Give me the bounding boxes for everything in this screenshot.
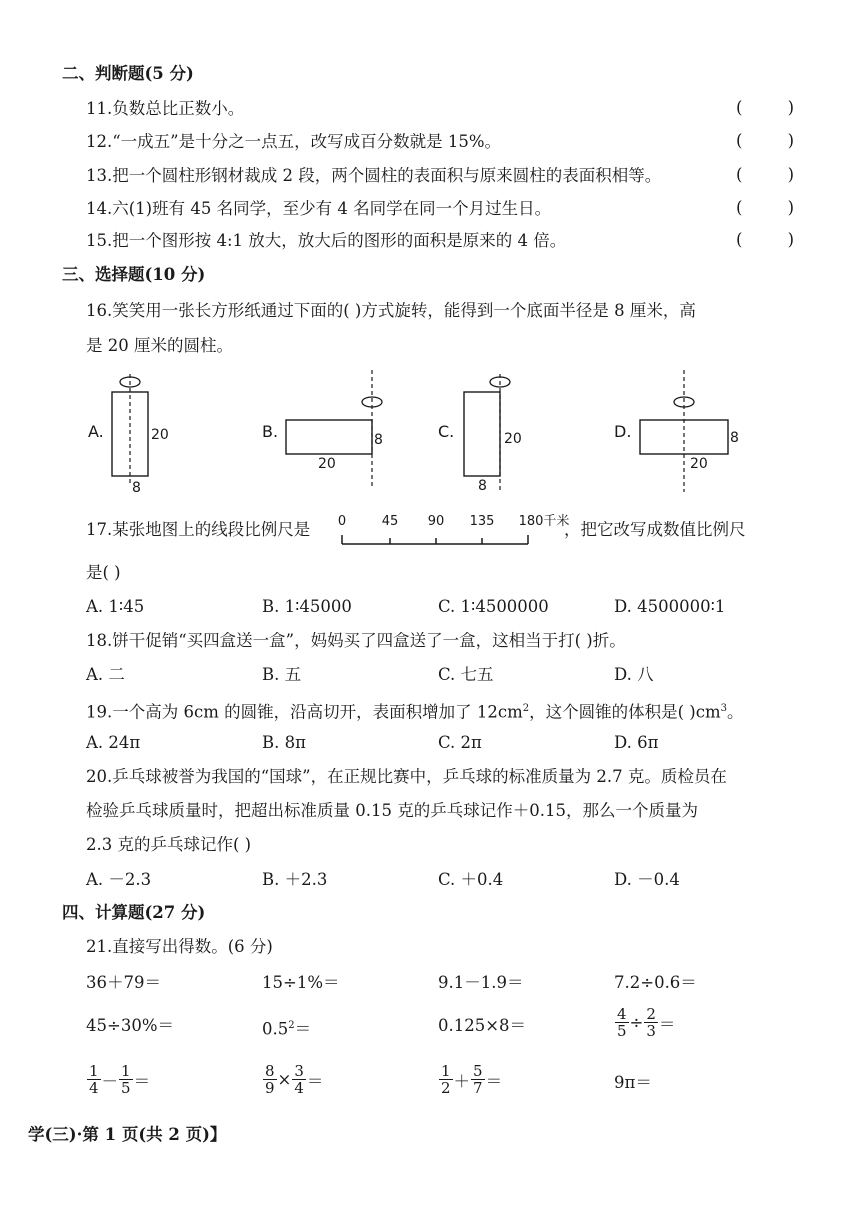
- q19-text-b: ，这个圆锥的体积是( )cm: [529, 702, 721, 722]
- fraction: [615, 1006, 629, 1039]
- section-choice-title: 三、选择题(10 分): [62, 265, 206, 284]
- paren-open: (: [736, 131, 743, 150]
- numerator: 1: [441, 1062, 451, 1080]
- calc-item-fraction: [86, 1063, 150, 1096]
- calc-eq: ＝: [294, 1019, 312, 1039]
- q19-option-b[interactable]: B. 8π: [262, 733, 306, 752]
- denominator: 4: [89, 1079, 99, 1097]
- paren-close: ): [787, 131, 794, 150]
- option-d-letter: D.: [614, 422, 632, 441]
- option-a-letter: A.: [88, 422, 104, 441]
- denominator: 5: [121, 1079, 131, 1097]
- calc-item-fraction: [438, 1063, 502, 1096]
- section-calc-title: 四、计算题(27 分): [62, 903, 206, 922]
- page-footer: 学(三)·第 1 页(共 2 页)】: [28, 1125, 227, 1144]
- operator: ＋: [453, 1071, 471, 1091]
- line-scale-bar: [332, 510, 570, 550]
- fraction: [119, 1063, 133, 1096]
- side-label: 8: [730, 430, 739, 446]
- fraction: [644, 1006, 658, 1039]
- q19-text-c: 。: [727, 702, 744, 722]
- question-20-line2: 检验乒乓球质量时，把超出标准质量 0.15 克的乒乓球记作＋0.15，那么一个质量为: [86, 801, 698, 820]
- q17-option-d[interactable]: D. 4500000∶1: [614, 597, 726, 616]
- option-d-figure[interactable]: [614, 370, 739, 492]
- answer-paren-11[interactable]: [736, 98, 794, 117]
- fraction: [87, 1063, 101, 1096]
- calc-item: 9.1－1.9＝: [438, 973, 524, 992]
- numerator: 4: [617, 1005, 627, 1023]
- option-b-letter: B.: [262, 422, 279, 441]
- option-b-figure[interactable]: [262, 370, 383, 488]
- scale-label-180: 180千米: [518, 514, 570, 529]
- operator: ×: [277, 1070, 292, 1089]
- bottom-label: 20: [318, 456, 336, 472]
- question-17-prefix: 17.某张地图上的线段比例尺是: [86, 520, 311, 539]
- calc-item-fraction: [614, 1006, 675, 1039]
- question-20-line3: 2.3 克的乒乓球记作( ): [86, 835, 252, 854]
- fraction: [439, 1063, 453, 1096]
- question-17-suffix: ，把它改写成数值比例尺: [564, 520, 746, 539]
- rectangle-shape: [464, 392, 500, 476]
- q19-sup: 2: [522, 703, 530, 714]
- question-16-line1: 16.笑笑用一张长方形纸通过下面的( )方式旋转，能得到一个底面半径是 8 厘米，高: [86, 301, 696, 320]
- q20-option-a[interactable]: A. －2.3: [86, 870, 152, 889]
- numerator: 1: [89, 1062, 99, 1080]
- calc-base: 0.5: [262, 1019, 289, 1039]
- denominator: 7: [473, 1079, 483, 1097]
- calc-eq: ＝: [485, 1071, 503, 1091]
- calc-item: 0.125×8＝: [438, 1016, 527, 1035]
- side-label: 8: [374, 432, 383, 448]
- denominator: 5: [617, 1022, 627, 1040]
- paren-close: ): [787, 198, 794, 217]
- paren-open: (: [736, 230, 743, 249]
- answer-paren-15[interactable]: [736, 230, 794, 249]
- calc-item: 15÷1%＝: [262, 973, 340, 992]
- calc-item: 45÷30%＝: [86, 1016, 174, 1035]
- q18-option-d[interactable]: D. 八: [614, 665, 654, 684]
- calc-item: 9π＝: [614, 1073, 652, 1092]
- answer-paren-12[interactable]: [736, 131, 794, 150]
- scale-label-135: 135: [469, 514, 495, 529]
- scale-label-45: 45: [381, 514, 399, 529]
- q19-sup: 3: [720, 703, 728, 714]
- denominator: 2: [441, 1079, 451, 1097]
- q16-figures: [80, 368, 760, 498]
- paren-close: ): [787, 98, 794, 117]
- rectangle-shape: [286, 420, 372, 454]
- question-11: 11.负数总比正数小。: [86, 99, 245, 118]
- question-19: [86, 698, 744, 724]
- calc-eq: ＝: [133, 1071, 151, 1091]
- q19-text-a: 19.一个高为 6cm 的圆锥，沿高切开，表面积增加了 12cm: [86, 702, 523, 722]
- paren-close: ): [787, 230, 794, 249]
- q20-option-b[interactable]: B. ＋2.3: [262, 870, 328, 889]
- bottom-label: 20: [690, 456, 708, 472]
- operator: ÷: [629, 1013, 644, 1032]
- operator: －: [101, 1071, 119, 1091]
- question-20-line1: 20.乒乓球被誉为我国的“国球”，在正规比赛中，乒乓球的标准质量为 2.7 克。质检员在: [86, 767, 727, 786]
- scale-label-90: 90: [427, 514, 445, 529]
- q18-option-c[interactable]: C. 七五: [438, 665, 494, 684]
- calc-item: 36＋79＝: [86, 973, 161, 992]
- denominator: 4: [294, 1079, 304, 1097]
- question-13: 13.把一个圆柱形钢材裁成 2 段，两个圆柱的表面积与原来圆柱的表面积相等。: [86, 166, 662, 185]
- q20-option-c[interactable]: C. ＋0.4: [438, 870, 504, 889]
- side-label: 20: [151, 427, 169, 443]
- scale-label-0: 0: [337, 514, 347, 529]
- numerator: 8: [265, 1062, 275, 1080]
- option-c-figure[interactable]: [438, 374, 522, 494]
- option-c-letter: C.: [438, 422, 455, 441]
- question-17-line2: 是( ): [86, 563, 121, 582]
- q17-option-a[interactable]: A. 1∶45: [86, 597, 145, 616]
- question-12: 12.“一成五”是十分之一点五，改写成百分数就是 15%。: [86, 132, 502, 151]
- paren-open: (: [736, 165, 743, 184]
- question-15: 15.把一个图形按 4:1 放大，放大后的图形的面积是原来的 4 倍。: [86, 231, 567, 250]
- q19-option-a[interactable]: A. 24π: [86, 733, 141, 752]
- section-judge-title: 二、判断题(5 分): [62, 64, 194, 83]
- denominator: 9: [265, 1079, 275, 1097]
- calc-eq: ＝: [658, 1014, 676, 1034]
- calc-item: 7.2÷0.6＝: [614, 973, 697, 992]
- option-a-figure[interactable]: [88, 374, 169, 496]
- fraction: [263, 1063, 277, 1096]
- question-14: 14.六(1)班有 45 名同学，至少有 4 名同学在同一个月过生日。: [86, 199, 552, 218]
- q17-option-c[interactable]: C. 1∶4500000: [438, 597, 549, 616]
- q17-option-b[interactable]: B. 1∶45000: [262, 597, 352, 616]
- q18-option-a[interactable]: A. 二: [86, 665, 125, 684]
- fraction: [292, 1063, 306, 1096]
- denominator: 3: [646, 1022, 656, 1040]
- numerator: 5: [473, 1062, 483, 1080]
- fraction: [471, 1063, 485, 1096]
- side-label: 20: [504, 431, 522, 447]
- q19-option-c[interactable]: C. 2π: [438, 733, 482, 752]
- calc-sup: 2: [288, 1020, 295, 1031]
- calc-item: [262, 1015, 311, 1041]
- numerator: 3: [294, 1062, 304, 1080]
- answer-paren-13[interactable]: [736, 165, 794, 184]
- calc-eq: ＝: [306, 1071, 324, 1091]
- q19-option-d[interactable]: D. 6π: [614, 733, 659, 752]
- q18-option-b[interactable]: B. 五: [262, 665, 302, 684]
- paren-open: (: [736, 98, 743, 117]
- numerator: 2: [646, 1005, 656, 1023]
- numerator: 1: [121, 1062, 131, 1080]
- question-18: 18.饼干促销“买四盒送一盒”，妈妈买了四盒送了一盒，这相当于打( )折。: [86, 631, 626, 650]
- bottom-label: 8: [478, 478, 487, 494]
- q20-option-d[interactable]: D. －0.4: [614, 870, 680, 889]
- question-16-line2: 是 20 厘米的圆柱。: [86, 336, 233, 355]
- bottom-label: 8: [132, 480, 141, 496]
- paren-open: (: [736, 198, 743, 217]
- calc-item-fraction: [262, 1063, 323, 1096]
- paren-close: ): [787, 165, 794, 184]
- question-21-title: 21.直接写出得数。(6 分): [86, 937, 273, 956]
- answer-paren-14[interactable]: [736, 198, 794, 217]
